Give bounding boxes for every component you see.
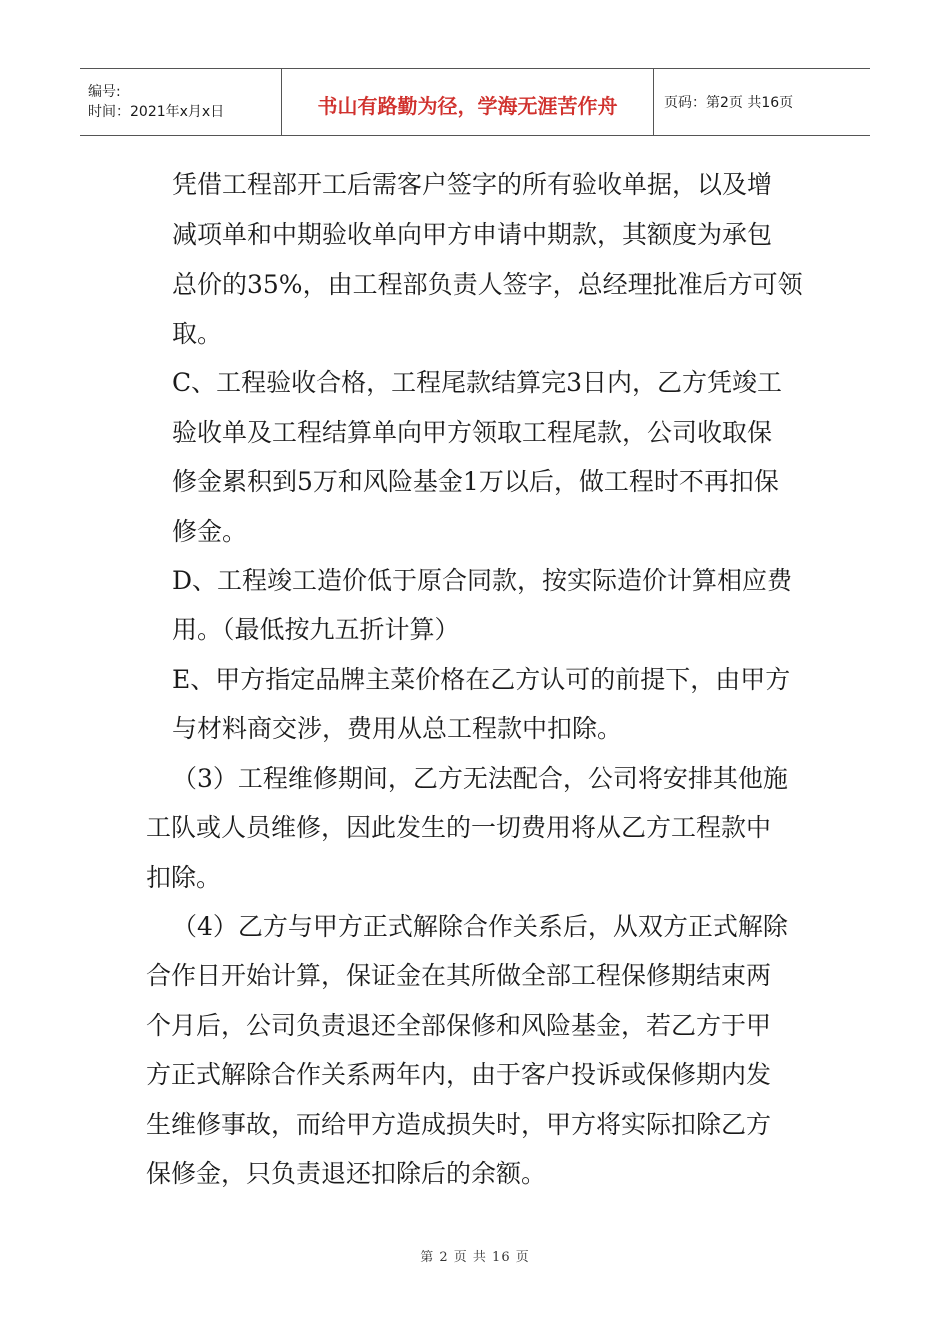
document-number-label: 编号:	[88, 84, 121, 100]
page-header	[80, 68, 870, 136]
header-meta	[80, 69, 282, 135]
motto-text: 书山有路勤为径，学海无涯苦作舟	[317, 93, 618, 118]
footer-page-number: 第 2 页 共 16 页	[420, 1250, 530, 1265]
header-motto	[282, 69, 654, 135]
body-line: 验收单及工程结算单向甲方领取工程尾款，公司收取保	[172, 418, 773, 447]
page-footer	[0, 1246, 950, 1265]
body-line: C、工程验收合格，工程尾款结算完3日内，乙方凭竣工	[172, 368, 783, 397]
body-line: （3）工程维修期间，乙方无法配合，公司将安排其他施	[172, 764, 788, 793]
page-info-text: 页码：第2页 共16页	[664, 95, 794, 111]
body-line: 合作日开始计算，保证金在其所做全部工程保修期结束两	[146, 961, 772, 990]
body-line: 工队或人员维修，因此发生的一切费用将从乙方工程款中	[146, 813, 772, 842]
body-line: 修金。	[172, 517, 248, 546]
body-line: E、甲方指定品牌主菜价格在乙方认可的前提下，由甲方	[172, 665, 791, 694]
body-line: 用。（最低按九五折计算）	[172, 615, 460, 644]
document-date: 时间：2021年x月x日	[88, 104, 225, 120]
body-line: 扣除。	[146, 863, 222, 892]
body-line: 凭借工程部开工后需客户签字的所有验收单据，以及增	[172, 170, 773, 199]
body-line: 保修金，只负责退还扣除后的余额。	[146, 1159, 547, 1188]
body-line: （4）乙方与甲方正式解除合作关系后，从双方正式解除	[172, 912, 788, 941]
body-line: 修金累积到5万和风险基金1万以后，做工程时不再扣保	[172, 467, 779, 496]
body-line: 方正式解除合作关系两年内，由于客户投诉或保修期内发	[146, 1060, 772, 1089]
body-line: 减项单和中期验收单向甲方申请中期款，其额度为承包	[172, 220, 773, 249]
body-line: 与材料商交涉，费用从总工程款中扣除。	[172, 714, 623, 743]
body-line: 个月后，公司负责退还全部保修和风险基金，若乙方于甲	[146, 1011, 772, 1040]
body-line: 生维修事故，而给甲方造成损失时，甲方将实际扣除乙方	[146, 1110, 772, 1139]
body-line: 取。	[172, 319, 223, 348]
header-page-info	[654, 69, 870, 135]
body-line: D、工程竣工造价低于原合同款，按实际造价计算相应费	[172, 566, 793, 595]
body-line: 总价的35%，由工程部负责人签字，总经理批准后方可领	[172, 270, 803, 299]
